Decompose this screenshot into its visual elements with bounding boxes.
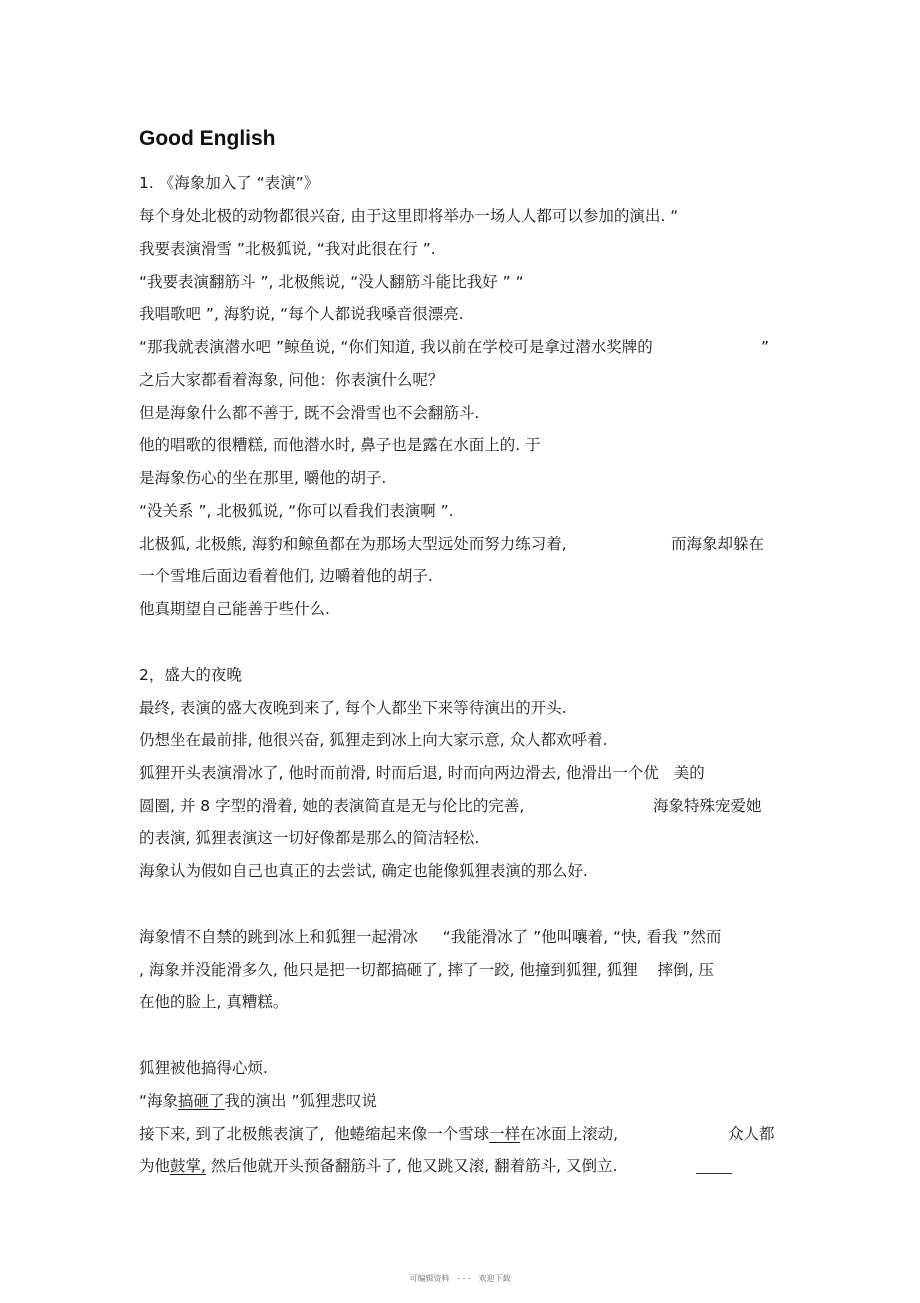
underlined-text: 一样: [489, 1125, 521, 1143]
paragraph-line: 仍想坐在最前排, 他很兴奋, 狐狸走到冰上向大家示意, 众人都欢呼着.: [139, 731, 608, 749]
text-run: 然后他就开头预备翻筋斗了, 他又跳又滚, 翻着筋斗, 又倒立.: [205, 1157, 618, 1175]
paragraph-line: 狐狸被他搞得心烦.: [139, 1059, 268, 1077]
paragraph-line: [139, 1155, 617, 1177]
text-run: “海象: [139, 1092, 179, 1110]
paragraph-line: “那我就表演潜水吧 ”鲸鱼说, “你们知道, 我以前在学校可是拿过潜水奖牌的: [139, 338, 653, 356]
paragraph-line: 在他的脸上, 真糟糕。: [139, 993, 289, 1011]
paragraph-line: “我要表演翻筋斗 ”, 北极熊说, “没人翻筋斗能比我好 ” “: [139, 273, 524, 291]
paragraph-line: 最终, 表演的盛大夜晚到来了, 每个人都坐下来等待演出的开头.: [139, 699, 567, 717]
paragraph-line: 他的唱歌的很糟糕, 而他潜水时, 鼻子也是露在水面上的. 于: [139, 436, 541, 454]
paragraph-line: 狐狸开头表演滑冰了, 他时而前滑, 时而后退, 时而向两边滑去, 他滑出一个优 美的: [139, 764, 705, 782]
paragraph-line-end: 而海象却躲在: [671, 535, 765, 553]
paragraph-line: [139, 1090, 377, 1112]
page-footer: 可编辑资料 - - - 欢迎下载: [409, 1274, 511, 1283]
paragraph-line: 我唱歌吧 ”, 海豹说, “每个人都说我嗓音很漂亮.: [139, 305, 464, 323]
fill-in-blank-line: [696, 1173, 732, 1174]
paragraph-line: 我要表演滑雪 ”北极狐说, “我对此很在行 ”.: [139, 240, 436, 258]
paragraph-line: , 海象并没能滑多久, 他只是把一切都搞砸了, 摔了一跤, 他撞到狐狸, 狐狸 摔倒, 压: [139, 961, 714, 979]
paragraph-line: “没关系 ”, 北极狐说, “你可以看我们表演啊 ”.: [139, 502, 454, 520]
paragraph-line-end: ”: [761, 338, 770, 356]
paragraph-line: 圆圈, 并 8 字型的滑着, 她的表演简直是无与伦比的完善,: [139, 797, 525, 815]
paragraph-line: 每个身处北极的动物都很兴奋, 由于这里即将举办一场人人都可以参加的演出. “: [139, 207, 679, 225]
underlined-text: 搞砸了: [178, 1092, 225, 1110]
paragraph-line: 北极狐, 北极熊, 海豹和鲸鱼都在为那场大型远处而努力练习着,: [139, 535, 567, 553]
paragraph-line: 是海象伤心的坐在那里, 嚼他的胡子.: [139, 469, 387, 487]
text-run: 为他: [139, 1157, 171, 1175]
paragraph-line: 海象认为假如自己也真正的去尝试, 确定也能像狐狸表演的那么好.: [139, 862, 588, 880]
text-run: 我的演出 ”狐狸悲叹说: [224, 1092, 378, 1110]
section2-heading: 2，盛大的夜晚: [139, 666, 242, 684]
underlined-text: 鼓掌,: [170, 1157, 206, 1175]
text-run: 在冰面上滚动,: [520, 1125, 619, 1143]
paragraph-line: 之后大家都看着海象, 问他：你表演什么呢？: [139, 371, 444, 389]
paragraph-line: [139, 1123, 618, 1145]
document-title: Good English: [139, 127, 276, 150]
paragraph-line-end: 众人都: [728, 1125, 775, 1143]
paragraph-line: 一个雪堆后面边看着他们, 边嚼着他的胡子.: [139, 567, 433, 585]
paragraph-line-end: 海象特殊宠爱她: [653, 797, 762, 815]
section1-heading: 1. 《海象加入了 “表演”》: [139, 174, 320, 192]
paragraph-line: 的表演, 狐狸表演这一切好像都是那么的简洁轻松.: [139, 829, 480, 847]
paragraph-line: 海象情不自禁的跳到冰上和狐狸一起滑冰 “我能滑冰了 ”他叫嚷着, “快, 看我 ”然而: [139, 928, 722, 946]
text-run: 接下来, 到了北极熊表演了, 他蜷缩起来像一个雪球: [139, 1125, 490, 1143]
paragraph-line: 但是海象什么都不善于, 既不会滑雪也不会翻筋斗.: [139, 404, 480, 422]
paragraph-line: 他真期望自己能善于些什么.: [139, 600, 330, 618]
